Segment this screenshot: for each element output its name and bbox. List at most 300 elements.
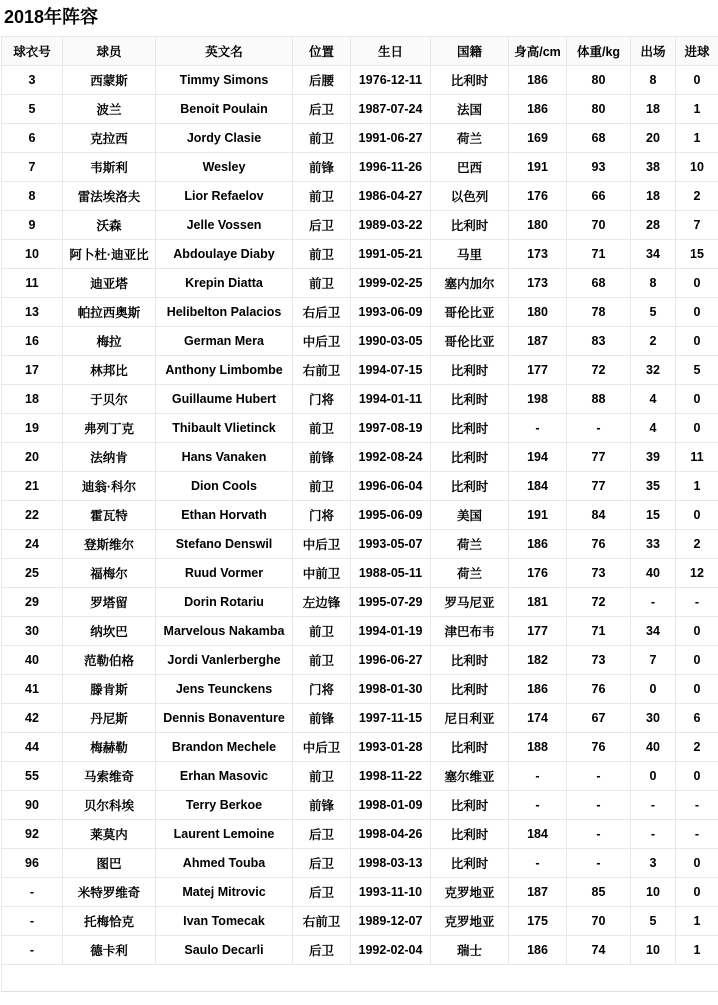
table-cell: 93 <box>567 153 631 182</box>
table-cell: 68 <box>567 124 631 153</box>
table-cell: 法纳肯 <box>63 443 156 472</box>
table-row <box>2 820 718 849</box>
table-cell: 荷兰 <box>431 559 509 588</box>
table-cell: Jordy Clasie <box>156 124 293 153</box>
table-cell: 门将 <box>293 675 351 704</box>
table-cell: 前卫 <box>293 124 351 153</box>
table-cell: 后腰 <box>293 66 351 95</box>
table-cell: 96 <box>2 849 63 878</box>
table-cell: 8 <box>631 269 676 298</box>
table-cell: 88 <box>567 385 631 414</box>
table-cell: Lior Refaelov <box>156 182 293 211</box>
table-cell: 0 <box>676 298 718 327</box>
table-row <box>2 66 718 95</box>
table-cell: Hans Vanaken <box>156 443 293 472</box>
table-cell: 马里 <box>431 240 509 269</box>
table-cell: 35 <box>631 472 676 501</box>
table-row <box>2 588 718 617</box>
table-cell: 1976-12-11 <box>351 66 431 95</box>
table-cell: 哥伦比亚 <box>431 298 509 327</box>
table-cell: Dorin Rotariu <box>156 588 293 617</box>
table-cell: 比利时 <box>431 820 509 849</box>
table-cell: 173 <box>509 269 567 298</box>
table-cell: 比利时 <box>431 385 509 414</box>
table-cell: - <box>567 849 631 878</box>
table-cell: 迪翁·科尔 <box>63 472 156 501</box>
table-cell: 1987-07-24 <box>351 95 431 124</box>
table-cell: 1991-06-27 <box>351 124 431 153</box>
table-cell: 176 <box>509 182 567 211</box>
table-cell: 40 <box>631 559 676 588</box>
table-cell: Thibault Vlietinck <box>156 414 293 443</box>
table-cell: 纳坎巴 <box>63 617 156 646</box>
table-cell: 0 <box>676 385 718 414</box>
table-cell: 1994-07-15 <box>351 356 431 385</box>
table-cell: 21 <box>2 472 63 501</box>
table-cell: 登斯维尔 <box>63 530 156 559</box>
table-body <box>2 66 718 965</box>
table-cell: 8 <box>631 66 676 95</box>
table-cell: 1992-02-04 <box>351 936 431 965</box>
table-cell: 哥伦比亚 <box>431 327 509 356</box>
table-cell: 瑞士 <box>431 936 509 965</box>
table-cell: 17 <box>2 356 63 385</box>
table-cell: 187 <box>509 327 567 356</box>
table-cell: 1995-06-09 <box>351 501 431 530</box>
table-row <box>2 298 718 327</box>
table-cell: 12 <box>676 559 718 588</box>
table-cell: 18 <box>631 182 676 211</box>
table-cell: 1 <box>676 472 718 501</box>
table-cell: 比利时 <box>431 472 509 501</box>
table-cell: 8 <box>2 182 63 211</box>
table-cell: Guillaume Hubert <box>156 385 293 414</box>
table-cell: 15 <box>676 240 718 269</box>
table-cell: 74 <box>567 936 631 965</box>
table-cell: 13 <box>2 298 63 327</box>
table-cell: 比利时 <box>431 675 509 704</box>
table-cell: 18 <box>2 385 63 414</box>
table-cell: 4 <box>631 385 676 414</box>
table-cell: 1996-11-26 <box>351 153 431 182</box>
table-cell: 左边锋 <box>293 588 351 617</box>
table-cell: 9 <box>2 211 63 240</box>
table-cell: 20 <box>631 124 676 153</box>
table-cell: 177 <box>509 356 567 385</box>
table-cell: 中后卫 <box>293 530 351 559</box>
table-cell: 92 <box>2 820 63 849</box>
table-cell: 6 <box>676 704 718 733</box>
table-cell: 0 <box>676 269 718 298</box>
table-cell: 门将 <box>293 385 351 414</box>
table-row <box>2 414 718 443</box>
table-cell: 1997-11-15 <box>351 704 431 733</box>
table-cell: 后卫 <box>293 211 351 240</box>
table-cell: Krepin Diatta <box>156 269 293 298</box>
table-cell: 林邦比 <box>63 356 156 385</box>
table-cell: 1992-08-24 <box>351 443 431 472</box>
table-cell: 7 <box>2 153 63 182</box>
table-cell: 29 <box>2 588 63 617</box>
table-cell: 比利时 <box>431 443 509 472</box>
table-cell: 1998-01-30 <box>351 675 431 704</box>
table-row <box>2 878 718 907</box>
table-cell: 1 <box>676 124 718 153</box>
table-cell: 188 <box>509 733 567 762</box>
table-cell: 186 <box>509 675 567 704</box>
table-row <box>2 733 718 762</box>
table-cell: Ahmed Touba <box>156 849 293 878</box>
table-cell: 33 <box>631 530 676 559</box>
table-cell: Jelle Vossen <box>156 211 293 240</box>
table-cell: 1998-03-13 <box>351 849 431 878</box>
table-cell: 克罗地亚 <box>431 878 509 907</box>
table-cell: 176 <box>509 559 567 588</box>
table-cell: Abdoulaye Diaby <box>156 240 293 269</box>
table-row <box>2 240 718 269</box>
table-cell: 34 <box>631 240 676 269</box>
table-cell: 10 <box>2 240 63 269</box>
table-cell: 前卫 <box>293 240 351 269</box>
table-cell: 73 <box>567 646 631 675</box>
table-cell: 42 <box>2 704 63 733</box>
table-cell: 前锋 <box>293 443 351 472</box>
table-cell: - <box>631 791 676 820</box>
table-cell: 76 <box>567 733 631 762</box>
table-cell: 0 <box>676 646 718 675</box>
table-cell: 0 <box>676 675 718 704</box>
table-cell: - <box>2 878 63 907</box>
table-cell: 1986-04-27 <box>351 182 431 211</box>
table-cell: 贝尔科埃 <box>63 791 156 820</box>
table-row <box>2 646 718 675</box>
table-cell: 19 <box>2 414 63 443</box>
table-cell: 2 <box>631 327 676 356</box>
table-cell: 中后卫 <box>293 327 351 356</box>
table-cell: 前卫 <box>293 646 351 675</box>
table-cell: 1989-12-07 <box>351 907 431 936</box>
table-cell: 后卫 <box>293 820 351 849</box>
table-cell: 18 <box>631 95 676 124</box>
table-cell: 0 <box>676 327 718 356</box>
table-cell: 70 <box>567 907 631 936</box>
table-cell: 塞内加尔 <box>431 269 509 298</box>
column-header: 英文名 <box>156 37 293 66</box>
table-cell: 90 <box>2 791 63 820</box>
table-row <box>2 907 718 936</box>
table-cell: 1998-04-26 <box>351 820 431 849</box>
table-cell: 0 <box>676 414 718 443</box>
table-cell: 1999-02-25 <box>351 269 431 298</box>
table-cell: 比利时 <box>431 646 509 675</box>
table-cell: 1996-06-27 <box>351 646 431 675</box>
table-cell: - <box>631 820 676 849</box>
table-cell: 30 <box>631 704 676 733</box>
table-cell: 186 <box>509 530 567 559</box>
column-header: 体重/kg <box>567 37 631 66</box>
table-cell: 1993-11-10 <box>351 878 431 907</box>
table-cell: 丹尼斯 <box>63 704 156 733</box>
table-cell: 后卫 <box>293 95 351 124</box>
column-header: 国籍 <box>431 37 509 66</box>
table-row <box>2 791 718 820</box>
table-cell: 182 <box>509 646 567 675</box>
table-row <box>2 153 718 182</box>
table-cell: 32 <box>631 356 676 385</box>
table-cell: 1988-05-11 <box>351 559 431 588</box>
table-cell: 荷兰 <box>431 530 509 559</box>
table-cell: 阿卜杜·迪亚比 <box>63 240 156 269</box>
table-cell: - <box>509 414 567 443</box>
table-cell: 198 <box>509 385 567 414</box>
table-cell: 44 <box>2 733 63 762</box>
table-cell: 1997-08-19 <box>351 414 431 443</box>
table-cell: 1995-07-29 <box>351 588 431 617</box>
table-cell: 6 <box>2 124 63 153</box>
column-header: 球衣号 <box>2 37 63 66</box>
table-cell: Dennis Bonaventure <box>156 704 293 733</box>
table-cell: 0 <box>676 501 718 530</box>
table-cell: 1993-05-07 <box>351 530 431 559</box>
table-cell: Marvelous Nakamba <box>156 617 293 646</box>
table-cell: 174 <box>509 704 567 733</box>
table-cell: 前卫 <box>293 762 351 791</box>
table-cell: 77 <box>567 443 631 472</box>
table-row <box>2 95 718 124</box>
table-cell: 15 <box>631 501 676 530</box>
table-cell: 72 <box>567 588 631 617</box>
table-cell: 22 <box>2 501 63 530</box>
table-cell: 马索维奇 <box>63 762 156 791</box>
footer-row <box>2 965 718 992</box>
table-cell: 85 <box>567 878 631 907</box>
table-cell: 3 <box>631 849 676 878</box>
table-cell: 0 <box>631 675 676 704</box>
table-cell: Benoit Poulain <box>156 95 293 124</box>
table-cell: 20 <box>2 443 63 472</box>
table-cell: 1993-01-28 <box>351 733 431 762</box>
table-row <box>2 385 718 414</box>
table-cell: 前卫 <box>293 269 351 298</box>
table-cell: 71 <box>567 617 631 646</box>
table-cell: 2 <box>676 733 718 762</box>
table-cell: - <box>2 936 63 965</box>
table-cell: 塞尔维亚 <box>431 762 509 791</box>
table-cell: 1 <box>676 936 718 965</box>
table-cell: 4 <box>631 414 676 443</box>
table-header <box>2 37 718 66</box>
table-cell: 比利时 <box>431 849 509 878</box>
table-cell: 0 <box>676 878 718 907</box>
table-cell: 法国 <box>431 95 509 124</box>
table-cell: 罗塔留 <box>63 588 156 617</box>
table-cell: - <box>676 791 718 820</box>
table-row <box>2 936 718 965</box>
table-cell: 1998-01-09 <box>351 791 431 820</box>
table-cell: 80 <box>567 66 631 95</box>
table-cell: 比利时 <box>431 211 509 240</box>
table-cell: 1991-05-21 <box>351 240 431 269</box>
table-cell: 德卡利 <box>63 936 156 965</box>
page-title: 2018年阵容 <box>4 7 99 27</box>
table-cell: 尼日利亚 <box>431 704 509 733</box>
table-cell: 71 <box>567 240 631 269</box>
table-cell: Saulo Decarli <box>156 936 293 965</box>
table-cell: 1998-11-22 <box>351 762 431 791</box>
table-cell: - <box>567 414 631 443</box>
table-cell: - <box>567 791 631 820</box>
table-cell: 173 <box>509 240 567 269</box>
table-cell: 84 <box>567 501 631 530</box>
table-cell: Wesley <box>156 153 293 182</box>
table-cell: 191 <box>509 501 567 530</box>
table-cell: 41 <box>2 675 63 704</box>
table-cell: 以色列 <box>431 182 509 211</box>
table-cell: 38 <box>631 153 676 182</box>
table-cell: 70 <box>567 211 631 240</box>
table-cell: Jens Teunckens <box>156 675 293 704</box>
table-cell: 0 <box>631 762 676 791</box>
table-cell: 滕肯斯 <box>63 675 156 704</box>
table-cell: 莱莫内 <box>63 820 156 849</box>
table-cell: - <box>2 907 63 936</box>
table-cell: 30 <box>2 617 63 646</box>
table-cell: 1 <box>676 95 718 124</box>
table-cell: 2 <box>676 182 718 211</box>
table-cell: Ruud Vormer <box>156 559 293 588</box>
table-cell: Ethan Horvath <box>156 501 293 530</box>
table-cell: Brandon Mechele <box>156 733 293 762</box>
table-row <box>2 472 718 501</box>
table-cell: 西蒙斯 <box>63 66 156 95</box>
table-cell: 180 <box>509 298 567 327</box>
table-cell: 7 <box>631 646 676 675</box>
table-cell: 图巴 <box>63 849 156 878</box>
table-row <box>2 762 718 791</box>
column-header: 身高/cm <box>509 37 567 66</box>
table-cell: 美国 <box>431 501 509 530</box>
table-cell: - <box>631 588 676 617</box>
table-cell: 83 <box>567 327 631 356</box>
table-cell: 韦斯利 <box>63 153 156 182</box>
table-cell: 181 <box>509 588 567 617</box>
table-cell: 巴西 <box>431 153 509 182</box>
table-cell: Anthony Limbombe <box>156 356 293 385</box>
table-cell: Dion Cools <box>156 472 293 501</box>
table-cell: 186 <box>509 66 567 95</box>
table-cell: 76 <box>567 675 631 704</box>
column-header: 球员 <box>63 37 156 66</box>
table-row <box>2 356 718 385</box>
table-cell: 帕拉西奥斯 <box>63 298 156 327</box>
table-cell: 78 <box>567 298 631 327</box>
table-cell: 5 <box>631 907 676 936</box>
table-cell: - <box>509 849 567 878</box>
table-cell: 前锋 <box>293 791 351 820</box>
table-cell: 2 <box>676 530 718 559</box>
table-cell: Erhan Masovic <box>156 762 293 791</box>
table-cell: 66 <box>567 182 631 211</box>
table-cell: 前卫 <box>293 617 351 646</box>
table-cell: 1993-06-09 <box>351 298 431 327</box>
table-cell: Stefano Denswil <box>156 530 293 559</box>
table-cell: 弗列丁克 <box>63 414 156 443</box>
table-cell: 比利时 <box>431 733 509 762</box>
table-cell: 7 <box>676 211 718 240</box>
table-cell: 80 <box>567 95 631 124</box>
table-cell: 雷法埃洛夫 <box>63 182 156 211</box>
table-cell: 津巴布韦 <box>431 617 509 646</box>
table-cell: Ivan Tomecak <box>156 907 293 936</box>
table-cell: 0 <box>676 762 718 791</box>
table-cell: 5 <box>676 356 718 385</box>
table-row <box>2 182 718 211</box>
table-cell: 39 <box>631 443 676 472</box>
table-cell: 1989-03-22 <box>351 211 431 240</box>
table-cell: 28 <box>631 211 676 240</box>
column-header: 出场 <box>631 37 676 66</box>
table-cell: 1996-06-04 <box>351 472 431 501</box>
table-cell: 门将 <box>293 501 351 530</box>
table-cell: 米特罗维奇 <box>63 878 156 907</box>
table-cell: 175 <box>509 907 567 936</box>
table-cell: 191 <box>509 153 567 182</box>
table-cell: 前卫 <box>293 182 351 211</box>
table-cell: 184 <box>509 820 567 849</box>
table-cell: 72 <box>567 356 631 385</box>
table-cell: - <box>567 762 631 791</box>
table-cell: 前卫 <box>293 472 351 501</box>
table-cell: 比利时 <box>431 414 509 443</box>
table-cell: - <box>509 791 567 820</box>
table-cell: 1994-01-19 <box>351 617 431 646</box>
table-cell: 0 <box>676 617 718 646</box>
table-row <box>2 704 718 733</box>
table-cell: German Mera <box>156 327 293 356</box>
table-cell: 梅拉 <box>63 327 156 356</box>
table-cell: 霍瓦特 <box>63 501 156 530</box>
table-cell: 16 <box>2 327 63 356</box>
table-cell: Jordi Vanlerberghe <box>156 646 293 675</box>
table-cell: Helibelton Palacios <box>156 298 293 327</box>
table-cell: 194 <box>509 443 567 472</box>
table-row <box>2 443 718 472</box>
table-row <box>2 559 718 588</box>
table-row <box>2 675 718 704</box>
table-row <box>2 327 718 356</box>
table-cell: 11 <box>676 443 718 472</box>
table-cell: 73 <box>567 559 631 588</box>
table-cell: 187 <box>509 878 567 907</box>
table-cell: 比利时 <box>431 791 509 820</box>
table-cell: 5 <box>631 298 676 327</box>
table-cell: 右后卫 <box>293 298 351 327</box>
table-cell: 克罗地亚 <box>431 907 509 936</box>
table-cell: 后卫 <box>293 849 351 878</box>
table-cell: 67 <box>567 704 631 733</box>
table-cell: Terry Berkoe <box>156 791 293 820</box>
table-cell: 177 <box>509 617 567 646</box>
squad-table <box>1 36 718 992</box>
table-cell: 5 <box>2 95 63 124</box>
table-cell: 1 <box>676 907 718 936</box>
table-cell: 中前卫 <box>293 559 351 588</box>
table-cell: 1990-03-05 <box>351 327 431 356</box>
table-row <box>2 530 718 559</box>
column-header: 生日 <box>351 37 431 66</box>
table-cell: 34 <box>631 617 676 646</box>
table-cell: 前卫 <box>293 414 351 443</box>
